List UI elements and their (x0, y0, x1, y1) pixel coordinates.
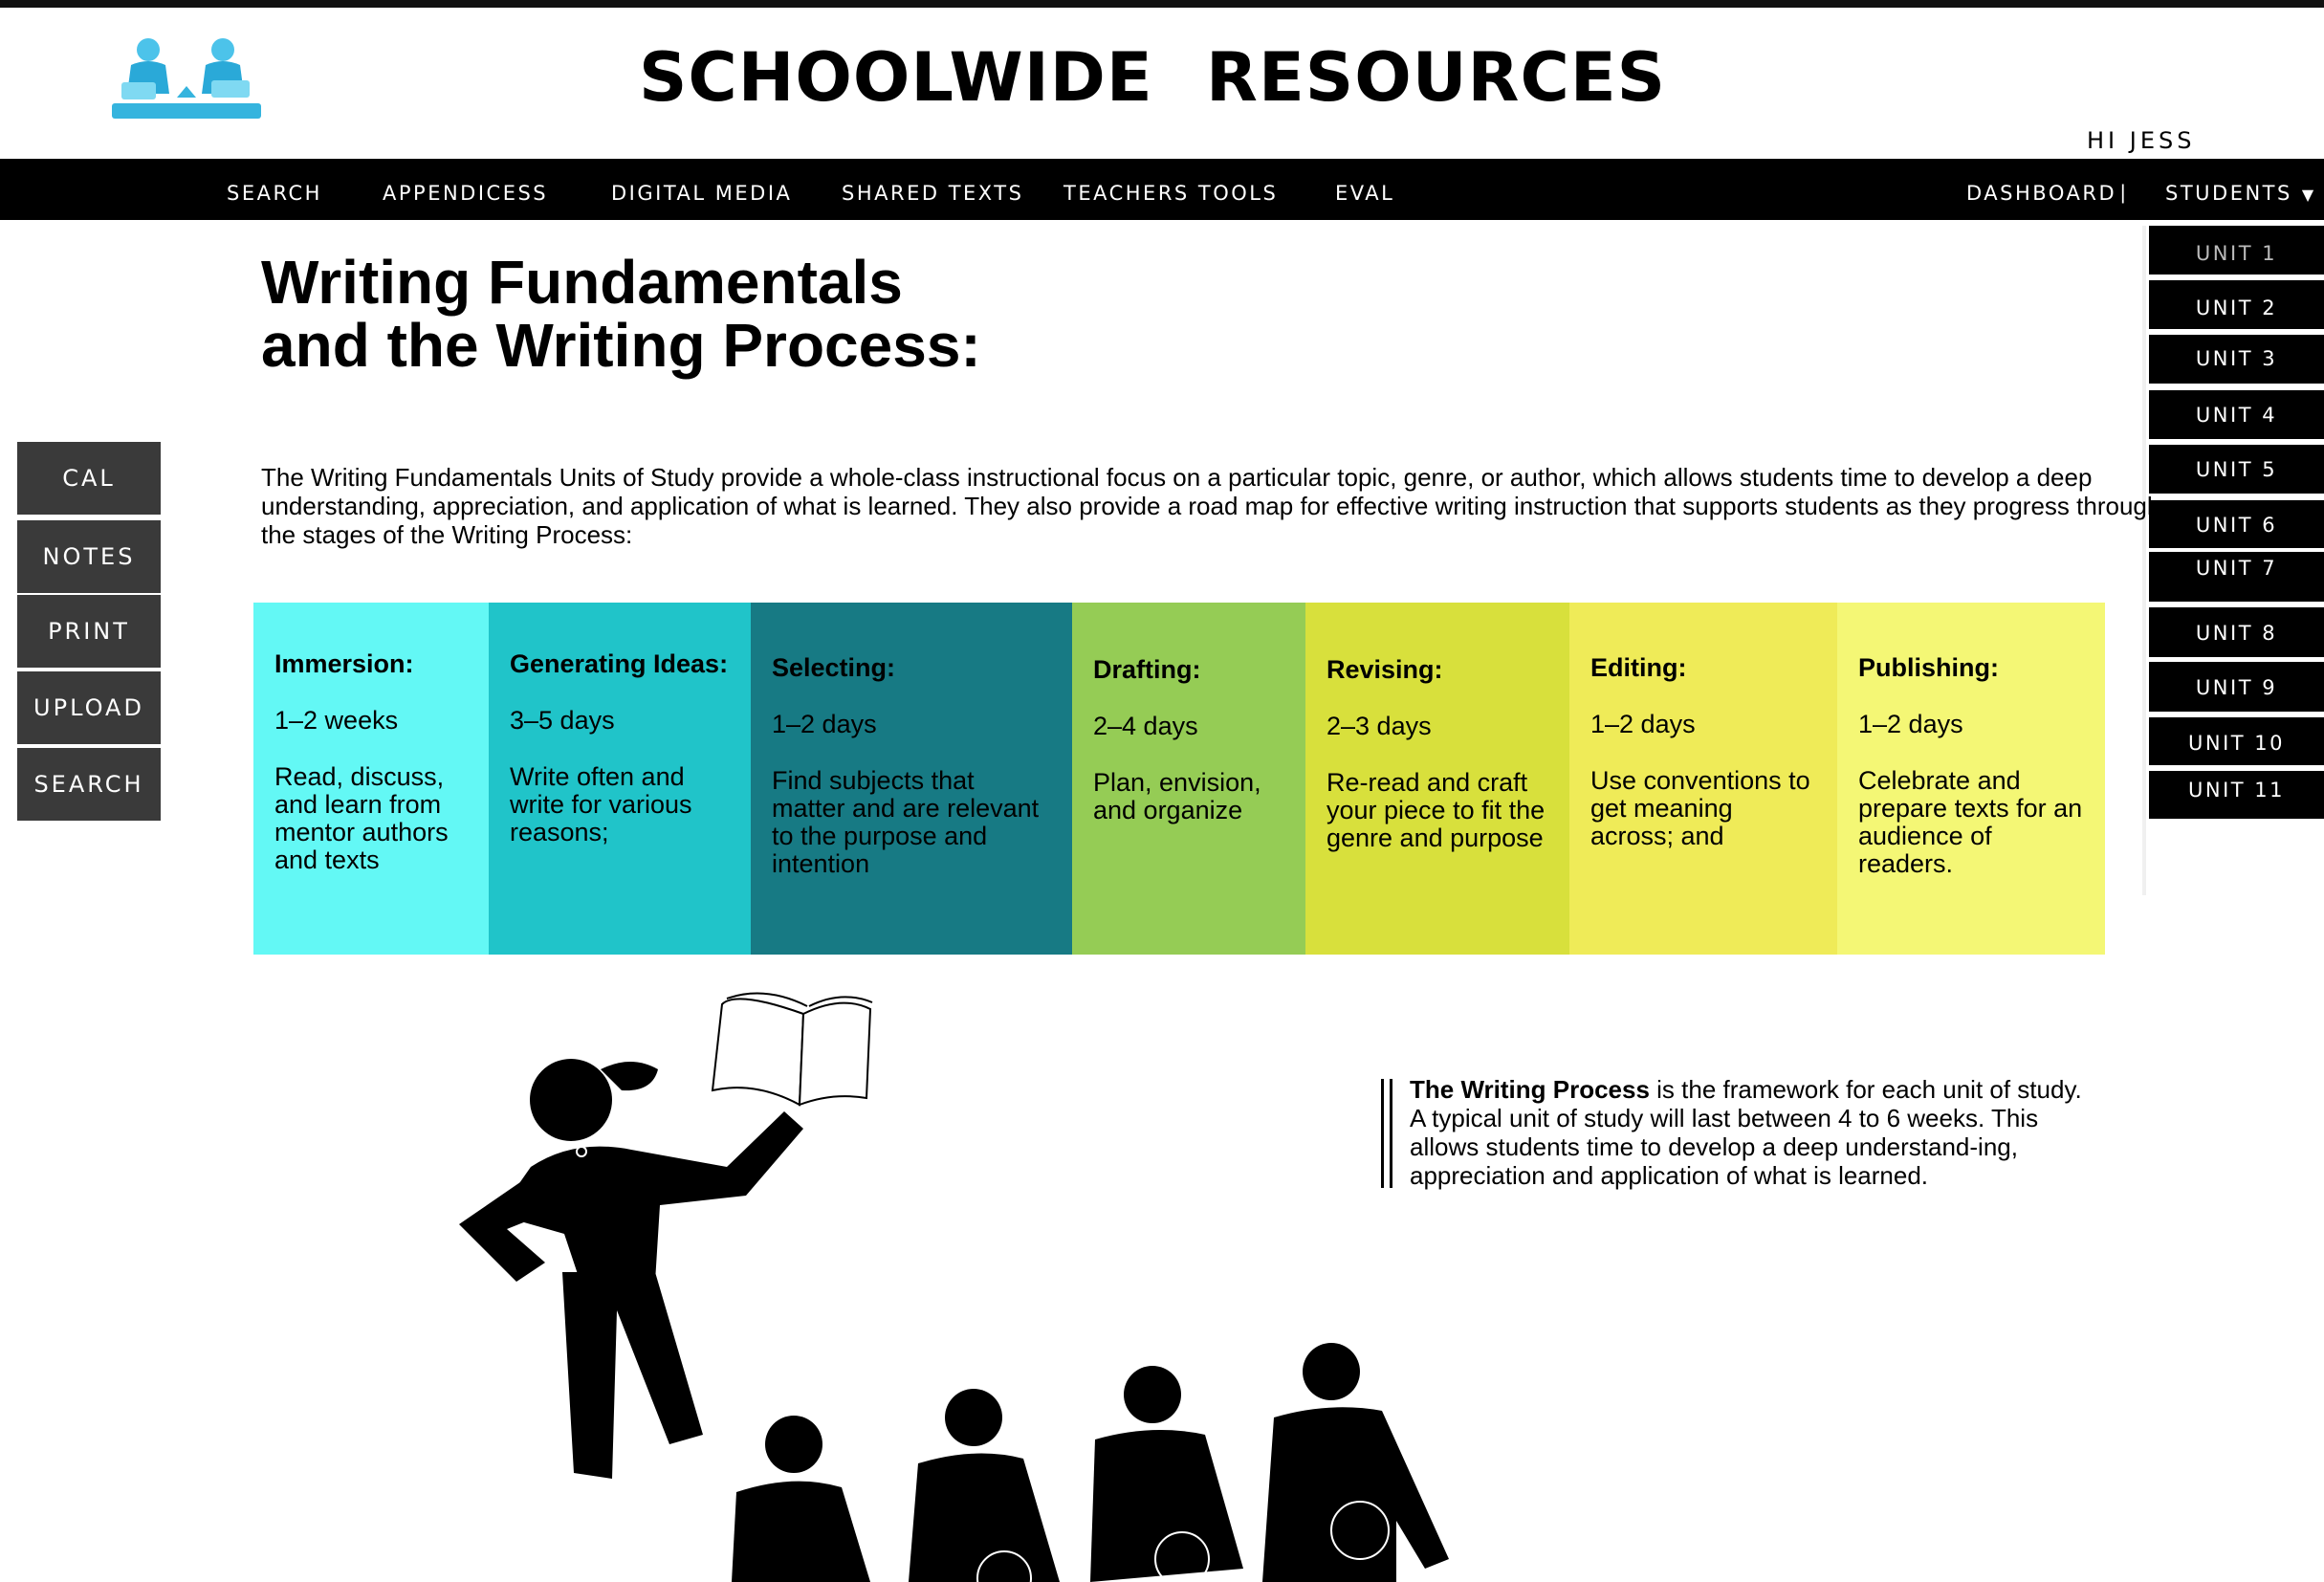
page-title (261, 248, 981, 380)
open-book-icon (713, 994, 872, 1105)
unit-item-6[interactable]: UNIT 6 (2149, 500, 2324, 548)
stage-title: Generating Ideas: (510, 649, 729, 678)
search-button[interactable]: SEARCH (17, 748, 161, 821)
nav-students-label: STUDENTS (2165, 182, 2292, 205)
stage-duration: 2–4 days (1093, 712, 1198, 740)
page-title-line-2: and the Writing Process: (261, 311, 981, 380)
nav-digital-media[interactable]: DIGITAL MEDIA (611, 182, 793, 205)
unit-item-1[interactable]: UNIT 1 (2149, 226, 2324, 275)
stage-duration: 1–2 days (1858, 710, 1963, 738)
dropdown-caret-icon: ▼ (2301, 186, 2316, 204)
unit-item-3[interactable]: UNIT 3 (2149, 335, 2324, 384)
stage-title: Immersion: (274, 649, 414, 678)
nav-shared-texts[interactable]: SHARED TEXTS (842, 182, 1024, 205)
quote-bars (1381, 1079, 1392, 1188)
unit-item-8[interactable]: UNIT 8 (2149, 607, 2324, 657)
teacher-figure-icon (459, 1059, 803, 1479)
callout-bold: The Writing Process (1410, 1075, 1650, 1104)
stage-duration: 1–2 days (772, 710, 877, 738)
main-nav (0, 159, 2324, 220)
stage-duration: 2–3 days (1326, 712, 1432, 740)
stage-immersion (253, 603, 489, 955)
user-greeting: HI JESS (2087, 127, 2196, 154)
nav-students-dropdown[interactable] (2165, 159, 2316, 220)
stage-duration: 1–2 weeks (274, 706, 399, 735)
unit-item-4[interactable]: UNIT 4 (2149, 390, 2324, 439)
stage-title: Selecting: (772, 653, 896, 682)
writing-process-stages (253, 603, 2105, 955)
nav-teachers-tools[interactable]: TEACHERS TOOLS (1063, 182, 1279, 205)
stage-description: Use conventions to get meaning across; and (1590, 766, 1810, 850)
teacher-reading-illustration (440, 985, 1454, 1582)
student-figure-icon (732, 1416, 870, 1582)
unit-item-10[interactable]: UNIT 10 (2149, 717, 2324, 765)
stage-title: Publishing: (1858, 653, 1999, 682)
site-title: SCHOOLWIDE RESOURCES (638, 38, 1667, 117)
callout-body: is the framework for each unit of study. A typical unit of study will last between 4 to 6 weeks. This allows students time to develop a deep understand-ing, appreciation and application of what is learned. (1410, 1075, 2082, 1190)
notes-button[interactable]: NOTES (17, 520, 161, 593)
cal-button[interactable]: CAL (17, 442, 161, 515)
unit-item-11[interactable]: UNIT 11 (2149, 771, 2324, 819)
student-figure-icon (1262, 1343, 1449, 1582)
unit-item-9[interactable]: UNIT 9 (2149, 662, 2324, 712)
stage-revising (1305, 603, 1569, 955)
upload-button[interactable]: UPLOAD (17, 671, 161, 744)
top-border (0, 0, 2324, 8)
nav-eval[interactable]: EVAL (1335, 182, 1395, 205)
unit-item-2[interactable]: UNIT 2 (2149, 280, 2324, 329)
stage-description: Celebrate and prepare texts for an audience of readers. (1858, 766, 2083, 878)
student-figure-icon (1090, 1366, 1243, 1582)
nav-dashboard[interactable]: DASHBOARD (1966, 182, 2117, 205)
unit-item-7[interactable]: UNIT 7 (2149, 552, 2324, 602)
callout-text (1410, 1075, 2089, 1190)
nav-appendicess[interactable]: APPENDICESS (383, 182, 549, 205)
stage-description: Write often and write for various reasons; (510, 762, 692, 846)
stage-description: Re-read and craft your piece to fit the genre and purpose (1326, 768, 1546, 852)
stage-generating-ideas (489, 603, 751, 955)
stage-description: Read, discuss, and learn from mentor authors and texts (274, 762, 449, 874)
print-button[interactable]: PRINT (17, 595, 161, 668)
stage-editing (1569, 603, 1837, 955)
stage-duration: 3–5 days (510, 706, 615, 735)
page-title-line-1: Writing Fundamentals (261, 248, 903, 317)
stage-drafting (1072, 603, 1305, 955)
stage-description: Plan, envision, and organize (1093, 768, 1261, 824)
stage-description: Find subjects that matter and are relevant to the purpose and intention (772, 766, 1040, 878)
stage-title: Editing: (1590, 653, 1687, 682)
units-rail (2142, 226, 2146, 895)
unit-item-5[interactable]: UNIT 5 (2149, 445, 2324, 494)
intro-paragraph: The Writing Fundamentals Units of Study provide a whole-class instructional focus on a particular topic, genre, or author, which allows students time to develop a deep understanding, appreciation, and application of what is learned. They also provide a road map for effective writing instruction that supports students as they progress through the stages of the Writing Process: (261, 463, 2161, 549)
stage-title: Revising: (1326, 655, 1443, 684)
stage-publishing (1837, 603, 2105, 955)
nav-separator: | (2120, 182, 2126, 204)
stage-title: Drafting: (1093, 655, 1201, 684)
stage-selecting (751, 603, 1072, 955)
stage-duration: 1–2 days (1590, 710, 1696, 738)
writing-process-callout (1381, 1075, 2089, 1190)
student-figure-icon (909, 1389, 1060, 1582)
nav-search[interactable]: SEARCH (227, 182, 322, 205)
